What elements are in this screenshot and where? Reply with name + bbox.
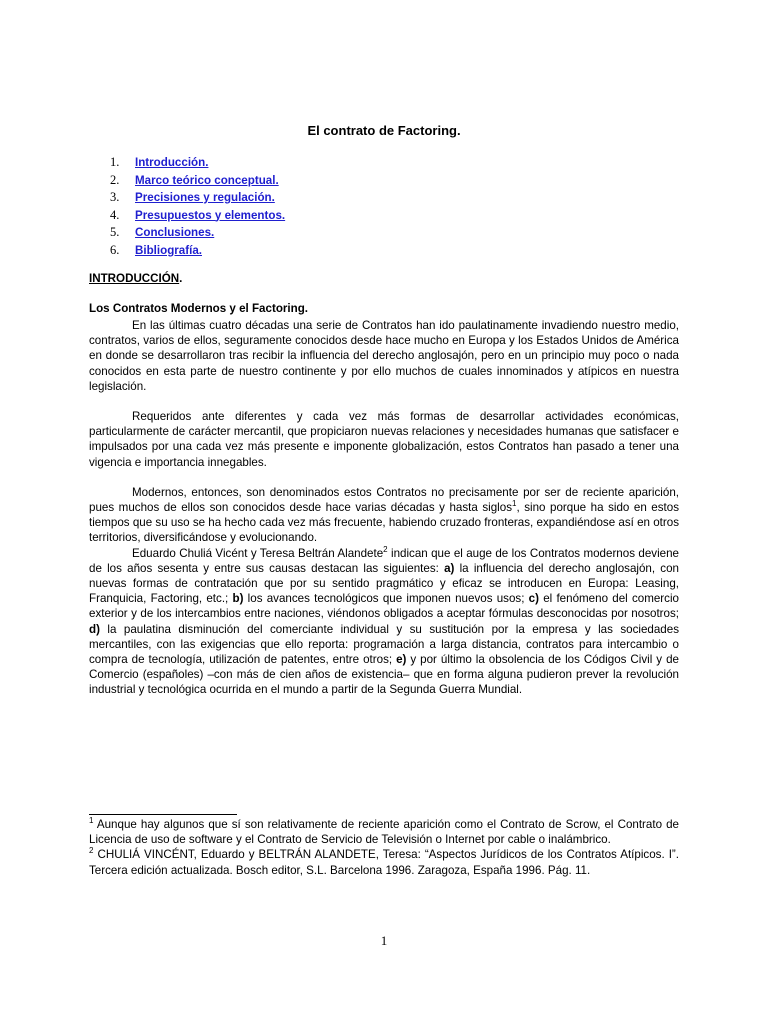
toc-item — [110, 207, 285, 225]
paragraph-4-text: indican que el auge de los Contratos modernos deviene de los años sesenta y entre sus causas destacan las siguientes: — [89, 546, 679, 575]
footnote-2-text: CHULIÁ VINCÉNT, Eduardo y BELTRÁN ALANDETE, Teresa: “Aspectos Jurídicos de los Contratos Atípicos. I”. Tercera edición actualizada. Bosch editor, S.L. Barcelona 1996. Zaragoza, España 1996. Pág. 11. — [89, 848, 679, 877]
paragraph-1: En las últimas cuatro décadas una serie de Contratos han ido paulatinamente invadiendo nuestro medio, contratos, varios de ellos, seguramente conocidos desde hace mucho en Europa y los Estados Unidos de América en donde se desarrollaron tras recibir la influencia del derecho anglosajón, pero en un principio muy poco o nada conocidos en esta parte de nuestro continente y por ello muchos de cuales innominados y atípicos en nuestra legislación. — [89, 319, 679, 393]
footnote-separator — [89, 814, 237, 815]
toc-number: 4. — [110, 207, 120, 222]
paragraph-4-text: el fenómeno del comercio exterior y de los intercambios entre naciones, viéndonos obligados a aceptar fórmulas desconocidas por nosotros; — [89, 592, 679, 621]
toc-number: 5. — [110, 225, 120, 239]
list-marker-d: d) — [89, 622, 100, 636]
paragraph-4-text: y por último la obsolencia de los Códigos Civil y de Comercio (españoles) –con más de cien años de existencia– que en forma alguna pudieron prever la revolución industrial y tecnológica ocurrida en el mundo a partir de la Segunda Guerra Mundial. — [89, 653, 679, 697]
subheading: Los Contratos Modernos y el Factoring. — [89, 302, 309, 315]
footnote-2-mark: 2 — [89, 846, 94, 856]
toc-link-marco-teorico[interactable]: Marco teórico conceptual. — [135, 173, 279, 187]
footnote-2 — [89, 847, 679, 877]
list-marker-b: b) — [232, 592, 244, 606]
footnote-1 — [89, 817, 679, 847]
toc-number: 6. — [110, 242, 120, 257]
toc-link-presupuestos[interactable]: Presupuestos y elementos. — [135, 208, 286, 222]
footnote-ref-2: 2 — [383, 544, 388, 554]
page-number: 1 — [380, 933, 388, 948]
footnote-ref-1: 1 — [512, 499, 517, 509]
toc-link-precisiones[interactable]: Precisiones y regulación. — [135, 191, 275, 204]
list-marker-c: c) — [528, 592, 539, 606]
paragraph-3 — [89, 485, 679, 546]
list-marker-a: a) — [444, 561, 455, 575]
paragraph-2: Requeridos ante diferentes y cada vez más formas de desarrollar actividades económicas, particularmente de carácter mercantil, que propiciaron nuevas relaciones y necesidades humanas que satisfacer e impulsados por una cada vez más presente e imponente globalización, estos Contratos han pasado a tener una vigencia e importancia innegables. — [89, 410, 679, 469]
body-text — [89, 318, 679, 698]
toc-link-bibliografia[interactable]: Bibliografía. — [135, 243, 202, 257]
section-heading-text: INTRODUCCIÓN — [89, 272, 180, 285]
toc-link-conclusiones[interactable]: Conclusiones. — [135, 226, 215, 239]
toc-item — [110, 242, 285, 260]
toc-item — [110, 224, 285, 242]
toc-number: 1. — [110, 155, 120, 169]
toc-link-introduccion[interactable]: Introducción. — [135, 156, 209, 169]
section-heading — [89, 272, 182, 285]
paragraph-4-text: la influencia del derecho anglosajón, con nuevas formas de contratación que por su sentido pragmático y eficaz se introducen en Europa: Leasing, Franquicia, Factoring, etc.; — [89, 561, 679, 606]
toc-number: 2. — [110, 172, 120, 187]
toc-number: 3. — [110, 190, 120, 204]
toc-item — [110, 172, 285, 190]
toc-item — [110, 189, 285, 207]
paragraph-4-text: los avances tecnológicos que imponen nuevos usos; — [243, 592, 529, 606]
toc-item — [110, 154, 285, 172]
paragraph-3-text: Modernos, entonces, son denominados estos Contratos no precisamente por ser de reciente aparición, pues muchos de ellos son conocidos desde hace varias décadas y hasta siglos — [89, 485, 679, 515]
paragraph-4-text: la paulatina disminución del comerciante individual y su sustitución por la empresa y las sociedades mercantiles, con las exigencias que ello reporta: programación a larga distancia, contratos para intercambio o compra de tecnología, utilización de patentes, entre otros; — [89, 622, 679, 667]
footnotes — [89, 817, 679, 878]
document-title: El contrato de Factoring. — [307, 123, 461, 138]
table-of-contents — [110, 154, 285, 259]
paragraph-4 — [89, 546, 679, 698]
footnote-1-mark: 1 — [89, 816, 94, 826]
section-heading-period: . — [179, 272, 183, 285]
list-marker-e: e) — [396, 653, 407, 667]
paragraph-3-text-cont: , sino porque ha sido en estos tiempos que su uso se ha hecho cada vez más frecuente, habiendo cruzado fronteras, expandiéndose así en otros territorios, diversificándose y evolucionando. — [89, 501, 679, 545]
paragraph-4-text: Eduardo Chuliá Vicént y Teresa Beltrán Alandete — [132, 546, 384, 560]
footnote-1-text: Aunque hay algunos que sí son relativamente de reciente aparición como el Contrato de Scrow, el Contrato de Licencia de uso de software y el Contrato de Servicio de Televisión o Internet por cable o inalámbrico. — [89, 818, 679, 847]
